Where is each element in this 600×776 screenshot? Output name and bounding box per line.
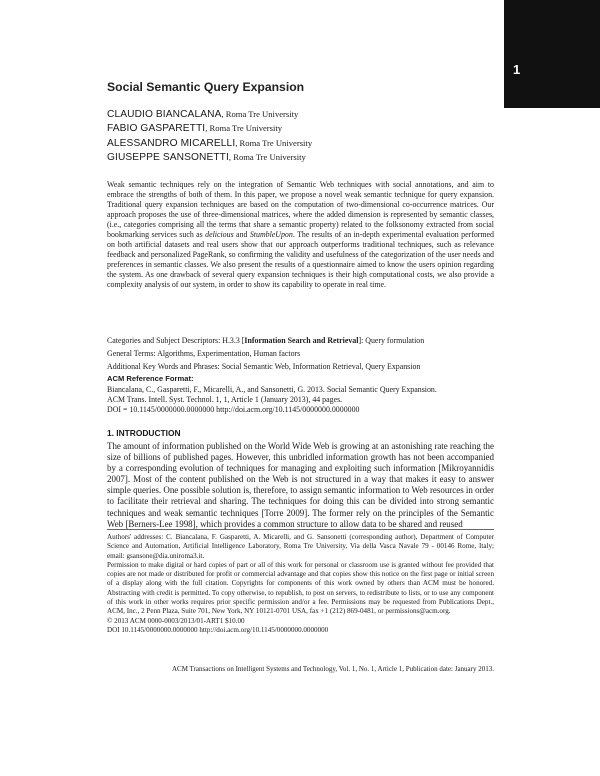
acm-reference [107,385,494,415]
footnote-copyright: © 2013 ACM 0000-0003/2013/01-ART1 $10.00 [107,616,245,625]
abstract-emphasis: StumbleUpon [249,230,293,240]
abstract-text: and [233,230,250,240]
categories-prefix: Categories and Subject Descriptors: H.3.3 [ [107,336,245,345]
author-2 [107,121,312,135]
abstract-emphasis: delicious [205,230,234,240]
acm-reference-heading: ACM Reference Format: [107,374,194,383]
author-affiliation: , Roma Tre University [221,109,299,119]
page-number: 1 [513,62,521,77]
paper-title: Social Semantic Query Expansion [107,80,305,94]
categories-line [107,336,494,346]
author-name: FABIO GASPARETTI [107,123,206,135]
acm-reference-line: DOI = 10.1145/0000000.0000000 http://doi.acm.org/10.1145/0000000.0000000 [107,405,360,414]
page-number-tab [504,0,600,108]
running-footer: ACM Transactions on Intelligent Systems and Technology, Vol. 1, No. 1, Article 1, Publication date: January 2013. [171,665,494,673]
abstract-text: . The results of an in-depth experimental evaluation performed on both artificial datasets and real users show that our approach outperforms traditional techniques, such as relevance feedback and personalized PageRank, so confirming the validity and usefulness of the categorization of the user needs and preferences in semantic classes. We also present the results of a questionnaire aimed to know the users opinion regarding the system. As one drawback of several query expansion techniques is their high computational costs, we also provide a complexity analysis of our system, in order to show its capability to operate in real time. [107,230,494,290]
acm-reference-line: Biancalana, C., Gasparetti, F., Micarelli, A., and Sansonetti, G. 2013. Social Semantic Query Expansion. [107,385,437,394]
author-list [107,107,312,165]
author-1 [107,107,312,121]
author-4 [107,150,312,164]
author-affiliation: , Roma Tre University [205,123,283,134]
categories-suffix: ]: Query formulation [358,336,425,345]
abstract-text: Weak semantic techniques rely on the integration of Semantic Web techniques with social annotations, and aim to embrace the strengths of both of them. In this paper, we propose a novel weak semantic technique for query expansion. Traditional query expansion techniques are based on the computation of two-dimensional co-occurrence matrices. Our approach proposes the use of three-dimensional matrices, where the added dimension is represented by semantic classes, (i.e., categories comprising all the terms that share a semantic property) related to the folksonomy extracted from social bookmarking services such as [107,180,494,240]
footnote-rule [107,529,494,530]
acm-reference-line: ACM Trans. Intell. Syst. Technol. 1, 1, Article 1 (January 2013), 44 pages. [107,395,343,404]
section-heading-introduction: 1. INTRODUCTION [107,428,181,438]
author-affiliation: , Roma Tre University [235,137,313,148]
author-3 [107,136,312,150]
footnote-doi: DOI 10.1145/0000000.0000000 http://doi.acm.org/10.1145/0000000.0000000 [107,625,329,634]
author-name: CLAUDIO BIANCALANA [107,109,222,120]
introduction-paragraph: The amount of information published on the World Wide Web is growing at an astonishing rate reaching the size of billions of published pages. However, this unbridled information growth has not been accompanied by a corresponding evolution of techniques for managing and exploiting such information [Mikroyannidis 2007]. Most of the content published on the Web is not structured in a way that makes it easy to answer simple queries. One possible solution is, therefore, to assign semantic information to Web resources in order to facilitate their retrieval and sharing. The techniques for doing this can be divided into strong semantic techniques and weak semantic techniques [Torre 2009]. The former rely on the principles of the Semantic Web [Berners-Lee 1998], which provides a common structure to allow data to be shared and reused [107,441,494,529]
author-name: ALESSANDRO MICARELLI [107,137,236,149]
author-affiliation: , Roma Tre University [228,152,306,163]
footnote [107,533,494,635]
keywords: Additional Key Words and Phrases: Social Semantic Web, Information Retrieval, Query Expansion [107,362,421,371]
author-name: GIUSEPPE SANSONETTI [107,152,229,164]
categories-bold: Information Search and Retrieval [244,336,359,345]
general-terms: General Terms: Algorithms, Experimentation, Human factors [107,349,301,358]
footnote-permission: Permission to make digital or hard copies of part or all of this work for personal or classroom use is granted without fee provided that copies are not made or distributed for profit or commercial advantage and that copies show this notice on the first page or initial screen of a display along with the full citation. Copyrights for components of this work owned by others than ACM must be honored. Abstracting with credit is permitted. To copy otherwise, to republish, to post on servers, to redistribute to lists, or to use any component of this work in other works requires prior specific permission and/or a fee. Permissions may be requested from Publications Dept., ACM, Inc., 2 Penn Plaza, Suite 701, New York, NY 10121-0701 USA, fax +1 (212) 869-0481, or permissions@acm.org. [107,560,494,616]
footnote-addresses: Authors' addresses: C. Biancalana, F. Gasparetti, A. Micarelli, and G. Sansonetti (corresponding author), Department of Computer Science and Automation, Artificial Intelligence Laboratory, Roma Tre University, Via della Vasca Navale 79 - 00146 Rome, Italy; email: gsansone@dia.uniroma3.it. [107,533,494,560]
abstract [107,180,494,291]
